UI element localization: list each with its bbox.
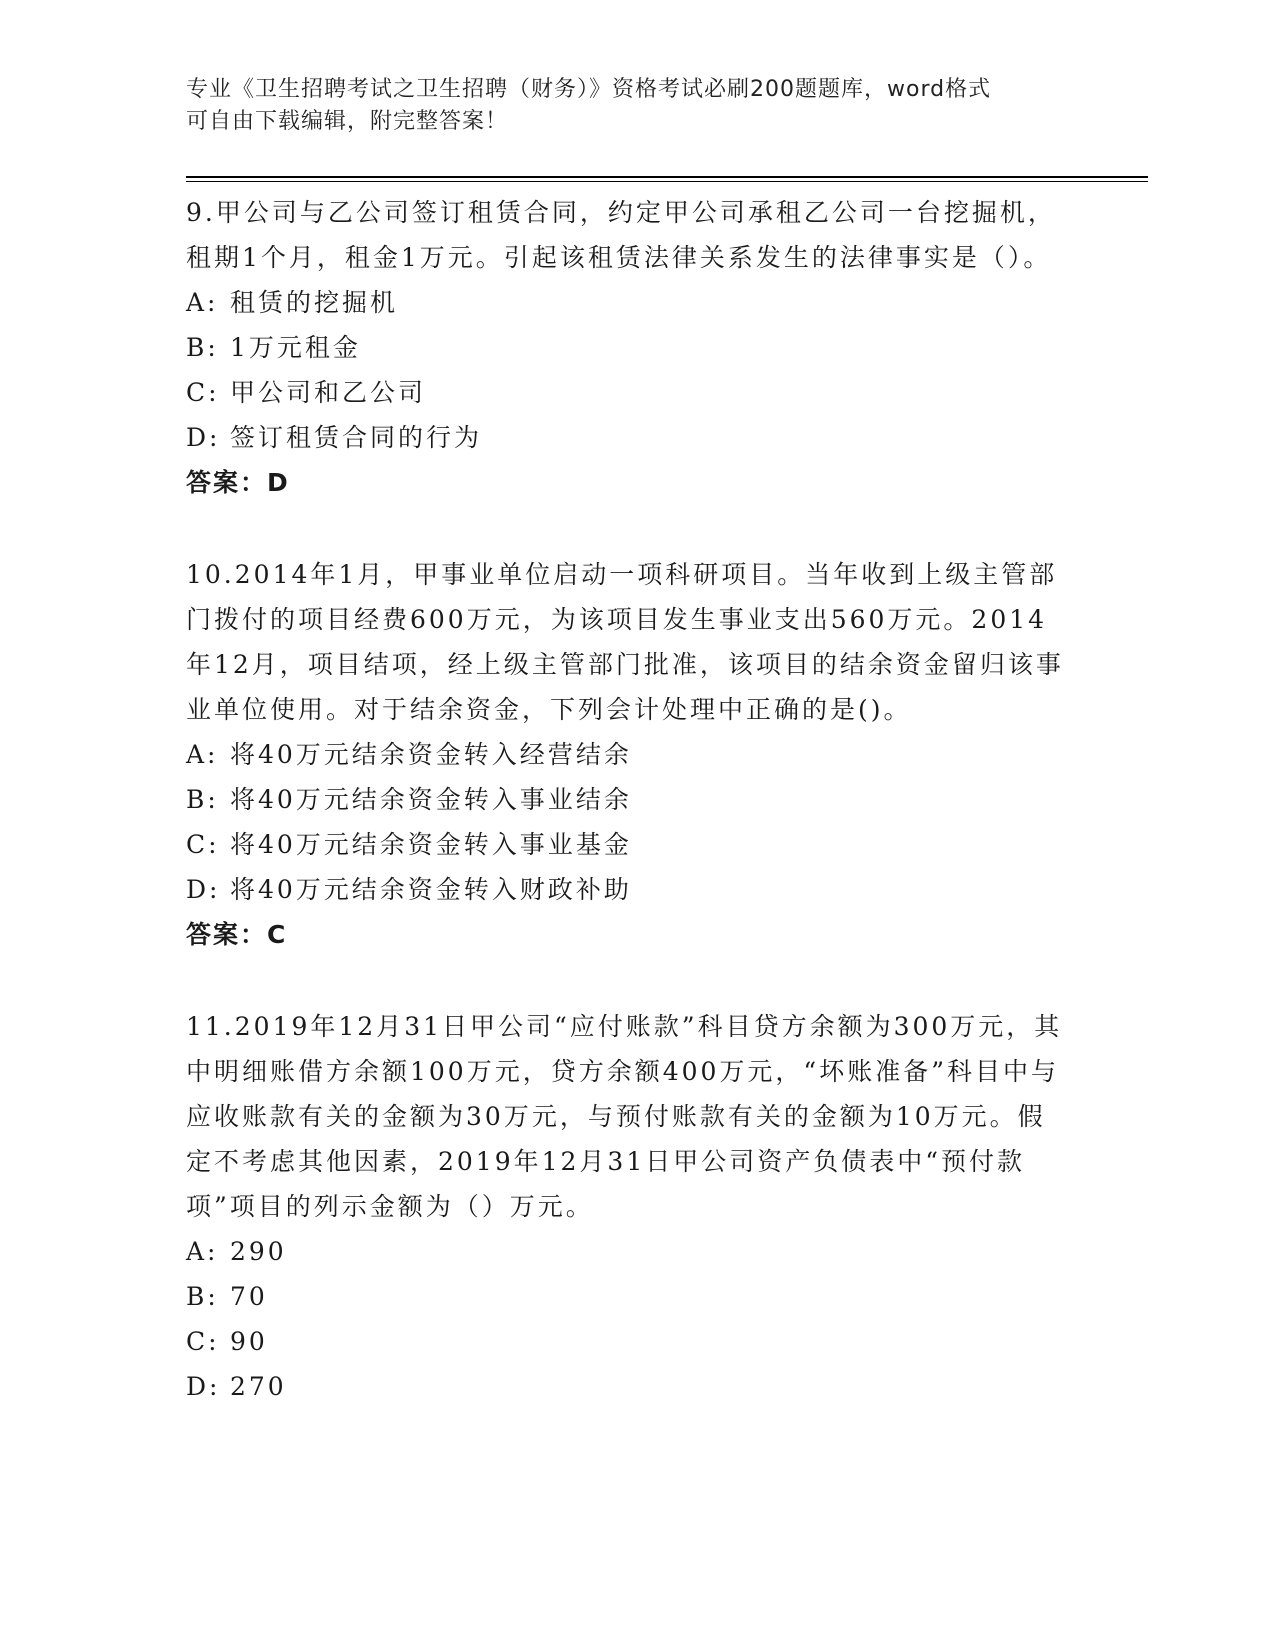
option-text: 将40万元结余资金转入事业基金 [230,830,632,859]
option-letter: D: [186,875,221,904]
option-letter: C: [186,1327,220,1356]
option-d [186,867,1066,912]
option-letter: A: [186,740,219,769]
answer-label: 答案：C [186,920,288,949]
option-b [186,325,1066,370]
document-header [186,74,1086,138]
option-a [186,732,1066,777]
option-a [186,280,1066,325]
option-c [186,822,1066,867]
option-letter: B: [186,1282,219,1311]
option-text: 将40万元结余资金转入事业结余 [230,785,632,814]
option-letter: C: [186,830,220,859]
option-letter: D: [186,1372,221,1401]
option-b [186,1274,1066,1319]
question-list [186,190,1066,1455]
option-d [186,1364,1066,1409]
header-divider-thick [186,176,1148,178]
option-text: 签订租赁合同的行为 [230,423,483,452]
option-text: 270 [230,1372,287,1401]
option-text: 290 [230,1237,287,1266]
header-title-line-2: 可自由下载编辑，附完整答案！ [186,109,509,134]
header-divider-thin [186,181,1148,182]
option-letter: A: [186,288,219,317]
option-text: 甲公司和乙公司 [230,378,427,407]
option-text: 70 [230,1282,268,1311]
option-text: 将40万元结余资金转入经营结余 [230,740,632,769]
question-text: 11.2019年12月31日甲公司“应付账款”科目贷方余额为300万元，其中明细账借方余额100万元，贷方余额400万元，“坏账准备”科目中与应收账款有关的金额为30万元，与预付账款有关的金额为10万元。假定不考虑其他因素，2019年12月31日甲公司资产负债表中“预付款项”项目的列示金额为（）万元。 [186,1012,1063,1221]
answer-label: 答案：D [186,468,290,497]
option-text: 90 [230,1327,268,1356]
option-d [186,415,1066,460]
question-11 [186,1004,1066,1409]
option-letter: B: [186,333,219,362]
header-title-line-1: 专业《卫生招聘考试之卫生招聘（财务）》资格考试必刷200题题库，word格式 [186,77,992,102]
option-letter: B: [186,785,219,814]
option-a [186,1229,1066,1274]
question-9 [186,190,1066,506]
question-text: 9.甲公司与乙公司签订租赁合同，约定甲公司承租乙公司一台挖掘机，租期1个月，租金1万元。引起该租赁法律关系发生的法律事实是（）。 [186,198,1056,272]
option-b [186,777,1066,822]
option-c [186,370,1066,415]
option-c [186,1319,1066,1364]
option-letter: C: [186,378,220,407]
option-letter: D: [186,423,221,452]
option-text: 将40万元结余资金转入财政补助 [230,875,632,904]
question-10 [186,552,1066,958]
question-text: 10.2014年1月，甲事业单位启动一项科研项目。当年收到上级主管部门拨付的项目经费600万元，为该项目发生事业支出560万元。2014年12月，项目结项，经上级主管部门批准，该项目的结余资金留归该事业单位使用。对于结余资金，下列会计处理中正确的是()。 [186,560,1064,724]
option-text: 租赁的挖掘机 [230,288,399,317]
option-letter: A: [186,1237,219,1266]
option-text: 1万元租金 [230,333,361,362]
